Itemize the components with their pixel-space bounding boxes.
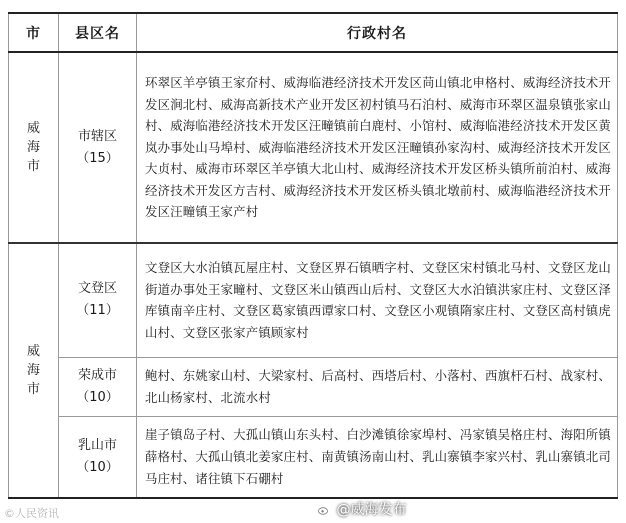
table-row <box>9 357 618 416</box>
table-row <box>9 243 618 357</box>
county-name: 乳山市 <box>77 437 117 453</box>
village-count: （10） <box>76 459 119 475</box>
header-city: 市 <box>9 13 59 52</box>
weibo-icon <box>318 505 330 515</box>
county-name: 荣成市 <box>77 367 117 383</box>
watermark-weibo <box>318 499 406 519</box>
villages-cell: 环翠区羊亭镇王家夼村、威海临港经济技术开发区苘山镇北申格村、威海经济技术开发区涧北村、威海高新技术产业开发区初村镇马石泊村、威海市环翠区温泉镇张家山村、威海临港经济技术开发区汪疃镇前白鹿村、小馆村、威海临港经济技术开发区黄岚办事处山马埠村、威海临港经济技术开发区汪疃镇孙家沟村、威海经济技术开发区大贞村、威海市环翠区羊亭镇大北山村、威海经济技术开发区桥头镇所前泊村、威海经济技术开发区方吉村、威海经济技术开发区桥头镇北墩前村、威海临港经济技术开发区汪疃镇王家产村 <box>137 52 618 243</box>
county-name: 文登区 <box>77 281 117 297</box>
county-cell <box>59 416 137 498</box>
watermark-source: ©人民资讯 <box>4 507 59 520</box>
city-cell <box>9 52 59 243</box>
villages-cell: 鲍村、东姚家山村、大梁家村、后高村、西塔后村、小落村、西旗杆石村、战家村、北山杨家村、北流水村 <box>137 357 618 416</box>
county-cell <box>59 357 137 416</box>
villages-cell: 崖子镇岛子村、大孤山镇山东头村、白沙滩镇徐家埠村、冯家镇吴格庄村、海阳所镇薛格村、大孤山镇北姜家庄村、南黄镇汤南山村、乳山寨镇李家兴村、乳山寨镇北司马庄村、诸往镇下石硼村 <box>137 416 618 498</box>
weibo-account: @威海发布 <box>336 502 407 518</box>
village-count: （10） <box>76 389 119 405</box>
city-name: 威海市 <box>26 121 40 174</box>
city-name: 威海市 <box>26 344 40 397</box>
villages-table <box>8 12 618 499</box>
county-name: 市辖区 <box>77 128 117 144</box>
table-row <box>9 416 618 498</box>
villages-cell: 文登区大水泊镇瓦屋庄村、文登区界石镇晒字村、文登区宋村镇北马村、文登区龙山街道办事处王家疃村、文登区米山镇西山后村、文登区大水泊镇洪家庄村、文登区泽库镇南辛庄村、文登区葛家镇西谭家口村、文登区小观镇隋家庄村、文登区高村镇虎山村、文登区张家产镇顾家村 <box>137 243 618 357</box>
table-header-row <box>9 13 618 52</box>
header-villages: 行政村名 <box>137 13 618 52</box>
table-row <box>9 52 618 243</box>
county-cell <box>59 52 137 243</box>
header-county: 县区名 <box>59 13 137 52</box>
city-cell <box>9 243 59 498</box>
village-count: （15） <box>76 150 119 166</box>
county-cell <box>59 243 137 357</box>
village-count: （11） <box>76 303 119 319</box>
